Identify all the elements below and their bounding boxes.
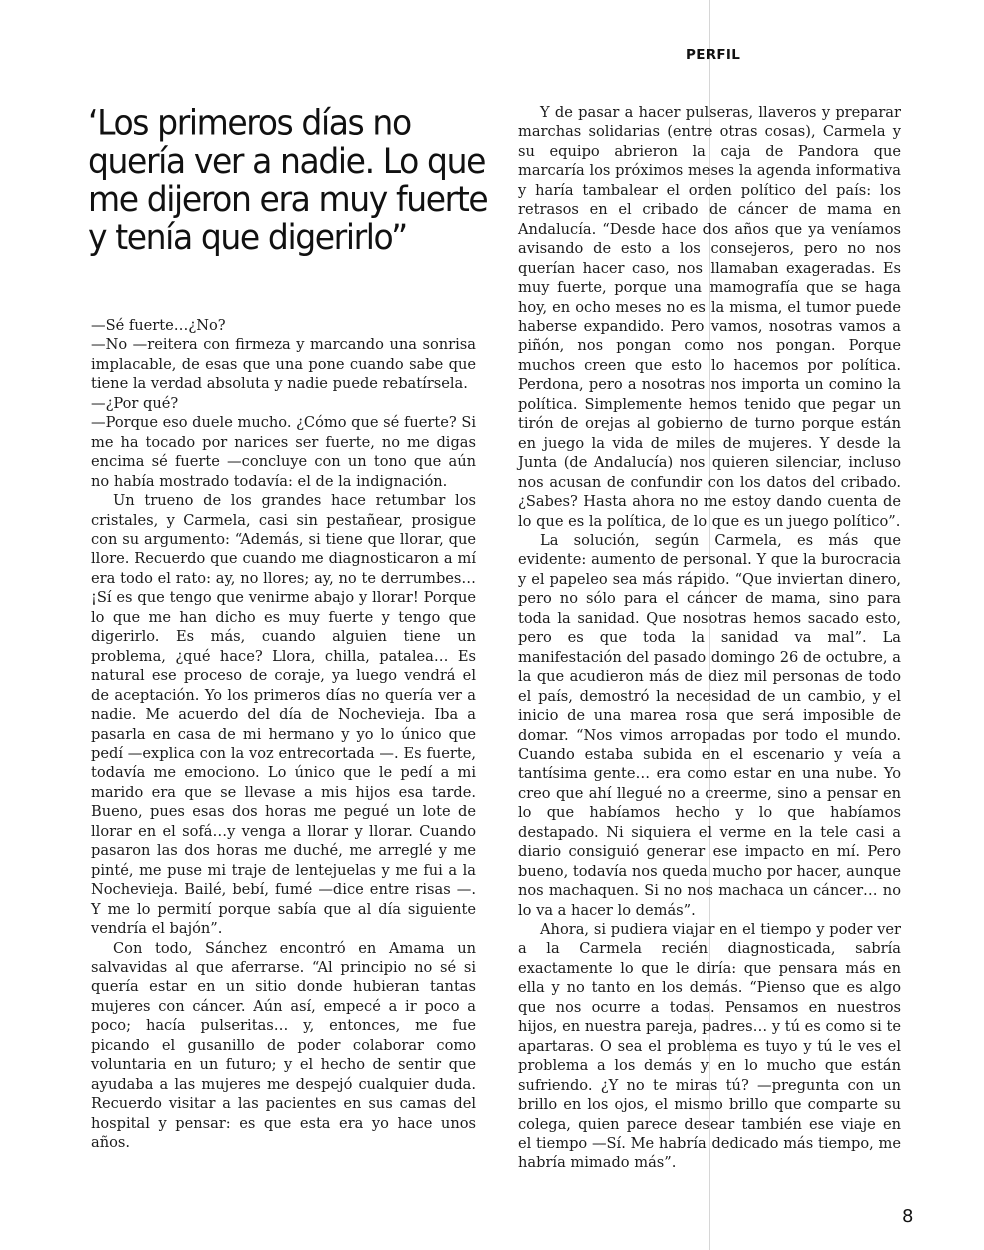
page-number: 8 — [902, 1206, 914, 1227]
section-label: PERFIL — [686, 47, 741, 63]
paragraph: —Sé fuerte…¿No? — [91, 317, 226, 334]
paragraph: Un trueno de los grandes hace retumbar los cristales, y Carmela, casi sin pestañear, prosigue con su argumento: “Además, si tiene que llorar, que llore. Recuerdo que cuando me diagnosticaron a mí era todo el rato: ay, no llores; ay, no te derrumbes…¡Sí es que tengo que venirme abajo y llorar! Porque lo que me han dicho es muy fuerte y tengo que digerirlo. Es más, cuando alguien tiene un problema, ¿qué hace? Llora, chilla, patalea… Es natural ese proceso de coraje, ya luego vendrá el de aceptación. Yo los primeros días no quería ver a nadie. Me acuerdo del día de Nochevieja. Iba a pasarla en casa de mi hermano y yo lo único que pedí —explica con la voz entrecortada —. Es fuerte, todavía me emociono. Lo único que le pedí a mi marido era que se llevase a mis hijos esa tarde. Bueno, pues esas dos horas me pegué un lote de llorar en el sofá…y venga a llorar y llorar. Cuando pasaron las dos horas me duché, me arreglé y me pinté, me puse mi traje de lentejuelas y me fui a la Nochevieja. Bailé, bebí, fumé —dice entre risas —. Y me lo permití porque sabía que al día siguiente vendría el bajón”. — [91, 492, 476, 938]
left-column — [91, 316, 476, 1152]
pull-quote: ‘Los primeros días no quería ver a nadie. Lo que me dijeron era muy fuerte y tenía que digerirlo” — [88, 101, 488, 258]
paragraph: —Porque eso duele mucho. ¿Cómo que sé fuerte? Si me ha tocado por narices ser fuerte, no me digas encima sé fuerte —concluye con un tono que aún no había mostrado todavía: el de la indignación. — [91, 414, 476, 490]
paragraph: Y de pasar a hacer pulseras, llaveros y preparar marchas solidarias (entre otras cosas), Carmela y su equipo abrieron la caja de Pandora que marcaría los próximos meses la agenda informativa y haría tambalear el orden político del país: los retrasos en el cribado de cáncer de mama en Andalucía. “Desde hace dos años que ya veníamos avisando de esto a los consejeros, pero no nos querían hacer caso, nos llamaban exageradas. Es muy fuerte, porque una mamografía que se haga hoy, en ocho meses no es la misma, el tumor puede haberse expandido. Pero vamos, nosotras vamos a piñón, nos pongan como nos pongan. Porque muchos creen que esto lo hacemos por política. Perdona, pero a nosotras nos importa un comino la política. Simplemente hemos tenido que pegar un tirón de orejas al gobierno de turno porque están en juego la vida de miles de mujeres. Y desde la Junta (de Andalucía) nos quieren silenciar, incluso nos acusan de confundir con los datos del cribado. ¿Sabes? Hasta ahora no me estoy dando cuenta de lo que es la política, de lo que es un juego político”. — [518, 104, 901, 530]
paragraph: —No —reitera con firmeza y marcando una sonrisa implacable, de esas que una pone cuando sabe que tiene la verdad absoluta y nadie puede rebatírsela. — [91, 336, 476, 393]
paragraph: Con todo, Sánchez encontró en Amama un salvavidas al que aferrarse. “Al principio no sé si quería estar en un sitio donde hubieran tantas mujeres con cáncer. Aún así, empecé a ir poco a poco; hacía pulseritas… y, entonces, me fue picando el gusanillo de poder colaborar como voluntaria en un futuro; y el hecho de sentir que ayudaba a las mujeres me despejó cualquier duda. Recuerdo visitar a las pacientes en sus camas del hospital y pensar: es que esta era yo hace unos años. — [91, 939, 476, 1152]
right-column — [518, 103, 901, 1173]
paragraph: —¿Por qué? — [91, 394, 179, 412]
paragraph: Ahora, si pudiera viajar en el tiempo y poder ver a la Carmela recién diagnosticada, sabría exactamente lo que le diría: que pensara más en ella y no tanto en los demás. “Pienso que es algo que nos ocurre a todas. Pensamos en nuestros hijos, en nuestra pareja, padres… y tú es como si te apartaras. O sea el problema es tuyo y tú le ves el problema a los demás y en lo mucho que están sufriendo. ¿Y no te miras tú? —pregunta con un brillo en los ojos, el mismo brillo que comparte su colega, quien parece desear también ese viaje en el tiempo —Sí. Me habría dedicado más tiempo, me habría mimado más”. — [518, 921, 901, 1172]
paragraph: La solución, según Carmela, es más que evidente: aumento de personal. Y que la burocracia y el papeleo sea más rápido. “Que inviertan dinero, pero no sólo para el cáncer de mama, sino para toda la sanidad. Que nosotras hemos sacado esto, pero es que toda la sanidad va mal”. La manifestación del pasado domingo 26 de octubre, a la que acudieron más de diez mil personas de todo el país, demostró la necesidad de un cambio, y el inicio de una marea rosa que será imposible de domar. “Nos vimos arropadas por todo el mundo. Cuando estaba subida en el escenario y veía a tantísima gente… era como estar en una nube. Yo creo que ahí llegué no a creerme, sino a pensar en lo que habíamos hecho y lo que habíamos destapado. Ni siquiera el verme en la tele casi a diario consiguió generar ese impacto en mí. Pero bueno, todavía nos queda mucho por hacer, aunque nos machaquen. Si no nos machaca un cáncer… no lo va a hacer lo demás”. — [518, 531, 901, 919]
